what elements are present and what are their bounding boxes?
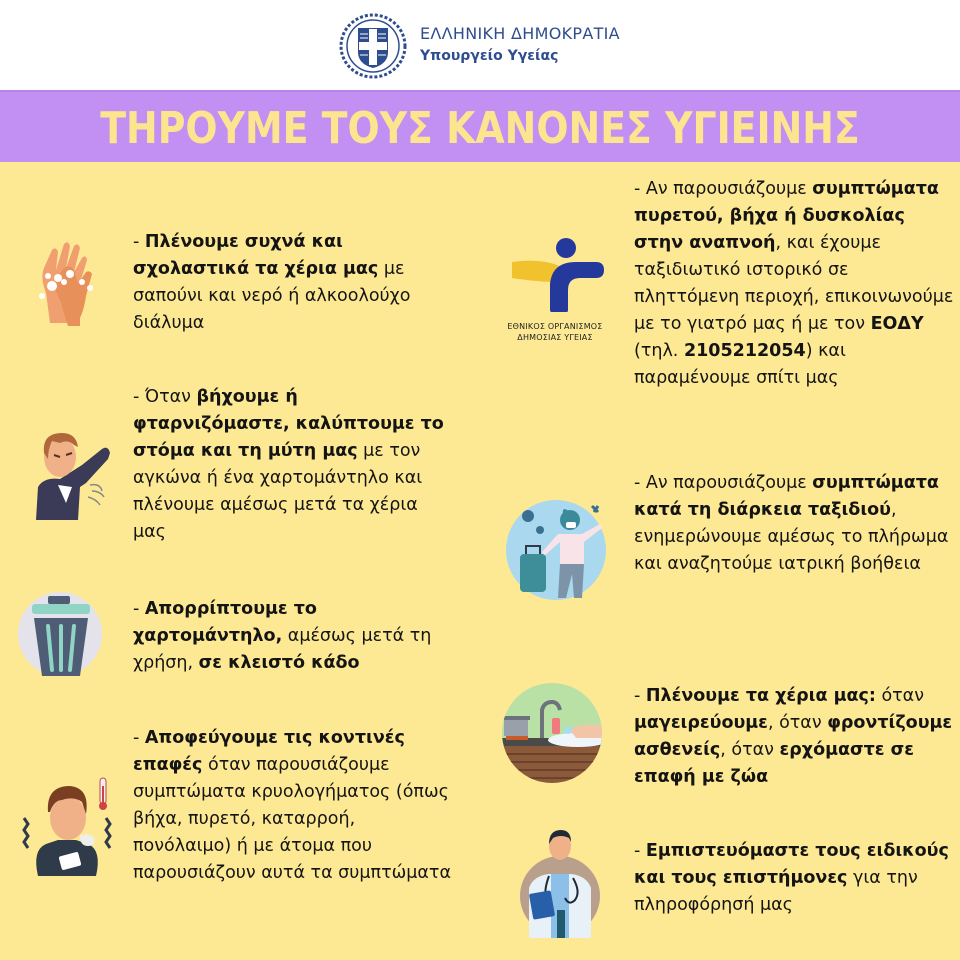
- header: [0, 0, 960, 90]
- eody-logo-icon: [500, 232, 620, 347]
- title-banner: [0, 90, 960, 162]
- hygiene-rule-3: - Απορρίπτουμε το χαρτομάντηλο, αμέσως μετά τη χρήση, σε κλειστό κάδο: [133, 599, 432, 673]
- org-title: ΕΛΛΗΝΙΚΗ ΔΗΜΟΚΡΑΤΙΑ: [420, 24, 620, 43]
- trash-bin-icon: [18, 590, 108, 680]
- sick-person-icon: [18, 766, 113, 876]
- hygiene-rule-2: - Όταν βήχουμε ή φταρνιζόμαστε, καλύπτουμε το στόμα και τη μύτη μας με τον αγκώνα ή ένα χαρτομάντηλο και πλένουμε αμέσως μετά τα χέρια μας: [133, 387, 444, 542]
- hygiene-rule-8: - Εμπιστευόμαστε τους ειδικούς και τους επιστήμονες για την πληροφόρησή μας: [634, 841, 949, 915]
- page-title: ΤΗΡΟΥΜΕ ΤΟΥΣ ΚΑΝΟΝΕΣ ΥΓΙΕΙΝΗΣ: [100, 103, 860, 154]
- hygiene-rule-5: - Αν παρουσιάζουμε συμπτώματα πυρετού, βήχα ή δυσκολίας στην αναπνοή, και έχουμε ταξιδιωτικό ιστορικό σε πληττόμενη περιοχή, επικοινωνούμε με το γιατρό μας ή με τον ΕΟΔΥ (τηλ. 2105212054) και παραμένουμε σπίτι μας: [634, 179, 954, 388]
- greek-coat-of-arms-icon: [338, 12, 408, 80]
- eody-symbol-icon: [500, 232, 620, 312]
- sneeze-into-elbow-icon: [30, 425, 115, 520]
- hygiene-rule-4: - Αποφεύγουμε τις κοντινές επαφές όταν παρουσιάζουμε συμπτώματα κρυολογήματος (όπως βήχα, πυρετό, καταρροή, πονόλαιμο) ή με άτομα που παρουσιάζουν αυτά τα συμπτώματα: [133, 728, 451, 883]
- doctor-icon: [515, 826, 605, 938]
- kitchen-sink-handwashing-icon: [500, 682, 605, 784]
- traveler-with-mask-icon: [500, 494, 610, 604]
- handwashing-icon: [30, 238, 100, 328]
- ministry-name: Υπουργείο Υγείας: [420, 48, 559, 64]
- eody-logo-line2: ΔΗΜΟΣΙΑΣ ΥΓΕΙΑΣ: [517, 333, 593, 342]
- hygiene-rule-1: - Πλένουμε συχνά και σχολαστικά τα χέρια μας με σαπούνι και νερό ή αλκοολούχο διάλυμα: [133, 232, 411, 333]
- hygiene-rule-7: - Πλένουμε τα χέρια μας: όταν μαγειρεύουμε, όταν φροντίζουμε ασθενείς, όταν ερχόμαστε σε επαφή με ζώα: [634, 686, 953, 787]
- hygiene-rule-6: - Αν παρουσιάζουμε συμπτώματα κατά τη διάρκεια ταξιδιού, ενημερώνουμε αμέσως το πλήρωμα και αναζητούμε ιατρική βοήθεια: [634, 473, 949, 574]
- eody-logo-line1: ΕΘΝΙΚΟΣ ΟΡΓΑΝΙΣΜΟΣ: [507, 322, 603, 331]
